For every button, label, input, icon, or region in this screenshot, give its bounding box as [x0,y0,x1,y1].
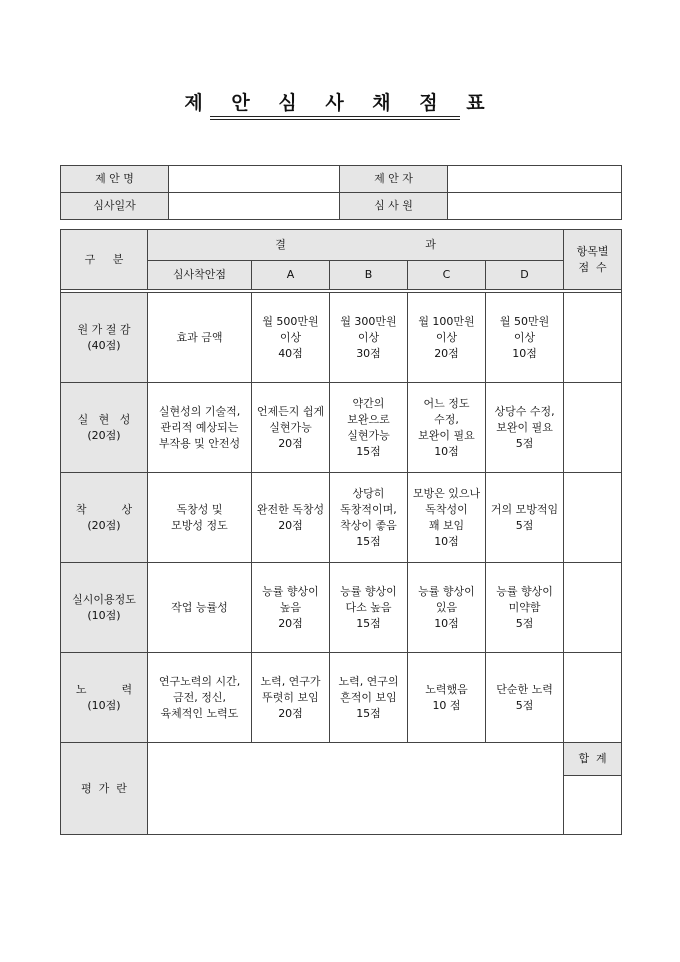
review-date-label: 심사일자 [61,193,169,220]
grade-cell-line: 단순한 노력 [496,682,553,696]
grade-cell-line: 월 100만원 [418,314,475,328]
grade-cell-line: 월 500만원 [262,314,319,328]
grade-cell-d [486,383,564,473]
grade-cell-line: 노력했음 [425,682,468,696]
criteria-points [148,653,252,743]
grade-cell-line: 독착성이 [425,502,468,516]
criteria-points [148,383,252,473]
grade-cell-line: 보완이 필요 [496,420,553,434]
grade-cell-line: 20점 [278,436,303,450]
grade-cell-line: 5점 [515,436,534,450]
grade-cell-line: 30점 [356,346,381,360]
reviewer-field[interactable] [448,193,622,220]
item-score-field[interactable] [564,653,622,743]
grade-cell-b [330,473,408,563]
grade-cell-line: 15점 [356,706,381,720]
grade-header-c: C [408,261,486,290]
grade-cell-line: 흔적이 보임 [340,690,397,704]
evaluation-field[interactable] [148,743,564,835]
grade-cell-d [486,653,564,743]
criteria-points-line: 육체적인 노력도 [160,706,239,720]
item-score-field[interactable] [564,293,622,383]
grade-cell-line: 어느 정도 [423,396,470,410]
score-table [60,229,622,835]
result-header-right: 과 [425,238,436,251]
grade-cell-a [252,293,330,383]
grade-cell-d [486,473,564,563]
criteria-category-weight: (20점) [87,518,121,532]
grade-cell-c [408,653,486,743]
grade-cell-line: 월 300만원 [340,314,397,328]
grade-cell-line: 꽤 보임 [428,518,465,532]
criteria-row [61,563,622,653]
grade-cell-line: 다소 높음 [345,600,392,614]
grade-cell-line: 이상 [279,330,302,344]
grade-cell-b [330,653,408,743]
criteria-points-line: 작업 능률성 [171,600,228,614]
grade-cell-line: 40점 [278,346,303,360]
grade-cell-line: 있음 [435,600,458,614]
grade-cell-line: 10점 [434,616,459,630]
grade-cell-line: 독창적이며, [340,502,397,516]
item-score-field[interactable] [564,473,622,563]
grade-cell-line: 20점 [278,518,303,532]
criteria-row [61,473,622,563]
criteria-points [148,563,252,653]
criteria-row [61,383,622,473]
criteria-category [61,563,148,653]
grade-header-a: A [252,261,330,290]
criteria-row [61,653,622,743]
grade-cell-line: 5점 [515,616,534,630]
grade-cell-line: 실현가능 [347,428,390,442]
grade-cell-line: 이상 [435,330,458,344]
criteria-points-line: 연구노력의 시간, [158,674,241,688]
page-title: 제 안 심 사 채 점 표 [184,92,496,114]
grade-cell-d [486,293,564,383]
grade-header-b: B [330,261,408,290]
result-header-left: 결 [275,238,286,251]
proposal-name-label: 제 안 명 [61,166,169,193]
grade-cell-line: 5점 [515,518,534,532]
grade-cell-line: 15점 [356,534,381,548]
criteria-category [61,473,148,563]
grade-header-d: D [486,261,564,290]
proposer-field[interactable] [448,166,622,193]
criteria-points [148,473,252,563]
grade-cell-line: 높음 [279,600,302,614]
item-score-field[interactable] [564,563,622,653]
grade-cell-c [408,563,486,653]
result-header [148,230,564,261]
evaluation-label: 평 가 란 [61,743,148,835]
criteria-points [148,293,252,383]
grade-cell-line: 뚜렷히 보임 [262,690,319,704]
total-score-field[interactable] [564,776,622,835]
grade-cell-line: 노력, 연구가 [260,674,321,688]
proposal-name-field[interactable] [169,166,340,193]
grade-cell-line: 10점 [512,346,537,360]
criteria-category-name: 실 현 성 [77,412,131,426]
criteria-points-line: 효과 금액 [176,330,223,344]
item-score-header [564,230,622,290]
review-date-field[interactable] [169,193,340,220]
grade-cell-line: 완전한 독창성 [256,502,325,516]
grade-cell-line: 착상이 좋음 [340,518,397,532]
grade-cell-d [486,563,564,653]
grade-cell-b [330,563,408,653]
grade-cell-b [330,383,408,473]
grade-cell-line: 월 50만원 [499,314,550,328]
criteria-points-line: 실현성의 기술적, [158,404,241,418]
grade-cell-line: 10점 [434,534,459,548]
category-header: 구 분 [61,230,148,290]
grade-cell-line: 상당수 수정, [494,404,555,418]
grade-cell-line: 능률 향상이 [496,584,553,598]
grade-cell-b [330,293,408,383]
proposer-label: 제 안 자 [340,166,448,193]
grade-cell-a [252,383,330,473]
grade-cell-a [252,473,330,563]
grade-cell-c [408,473,486,563]
item-score-header-line1: 항목별 [576,244,609,258]
criteria-points-line: 금전, 정신, [173,690,226,704]
criteria-category-weight: (10점) [87,698,121,712]
evaluation-row [61,743,622,776]
criteria-points-line: 독창성 및 [176,502,223,516]
title-underline [210,116,460,117]
criteria-points-line: 부작용 및 안전성 [158,436,241,450]
grade-cell-line: 모방은 있으나 [412,486,481,500]
grade-cell-line: 노력, 연구의 [338,674,399,688]
item-score-field[interactable] [564,383,622,473]
grade-cell-line: 15점 [356,616,381,630]
grade-cell-c [408,293,486,383]
grade-cell-c [408,383,486,473]
criteria-category [61,293,148,383]
grade-cell-line: 이상 [357,330,380,344]
criteria-category-weight: (40점) [87,338,121,352]
grade-cell-line: 20점 [278,706,303,720]
criteria-points-line: 모방성 정도 [171,518,228,532]
grade-cell-line: 이상 [513,330,536,344]
grade-cell-line: 실현가능 [269,420,312,434]
criteria-row [61,293,622,383]
total-label: 합 계 [564,743,622,776]
grade-cell-line: 10점 [434,444,459,458]
criteria-category-weight: (20점) [87,428,121,442]
title-underline-second [210,119,460,120]
criteria-category-weight: (10점) [87,608,121,622]
criteria-category-name: 실시이용정도 [72,592,136,606]
reviewer-label: 심 사 원 [340,193,448,220]
grade-cell-line: 능률 향상이 [418,584,475,598]
criteria-category-name: 노 력 [75,682,133,696]
criteria-category-name: 원 가 절 감 [77,322,131,336]
grade-cell-line: 10 점 [432,698,461,712]
grade-cell-a [252,653,330,743]
criteria-category-name: 착 상 [75,502,133,516]
grade-cell-line: 수정, [434,412,459,426]
criteria-points-line: 관리적 예상되는 [160,420,239,434]
criteria-category [61,383,148,473]
grade-cell-line: 20점 [434,346,459,360]
grade-cell-line: 보완이 필요 [418,428,475,442]
grade-cell-line: 20점 [278,616,303,630]
grade-cell-line: 상당히 [352,486,385,500]
grade-cell-a [252,563,330,653]
grade-cell-line: 능률 향상이 [340,584,397,598]
points-header: 심사착안점 [148,261,252,290]
grade-cell-line: 능률 향상이 [262,584,319,598]
item-score-header-line2: 점 수 [578,260,607,274]
grade-cell-line: 15점 [356,444,381,458]
grade-cell-line: 미약함 [508,600,541,614]
grade-cell-line: 5점 [515,698,534,712]
grade-cell-line: 약간의 [352,396,385,410]
grade-cell-line: 보완으로 [347,412,390,426]
grade-cell-line: 언제든지 쉽게 [256,404,325,418]
grade-cell-line: 거의 모방적임 [490,502,559,516]
criteria-category [61,653,148,743]
info-table [60,165,622,220]
